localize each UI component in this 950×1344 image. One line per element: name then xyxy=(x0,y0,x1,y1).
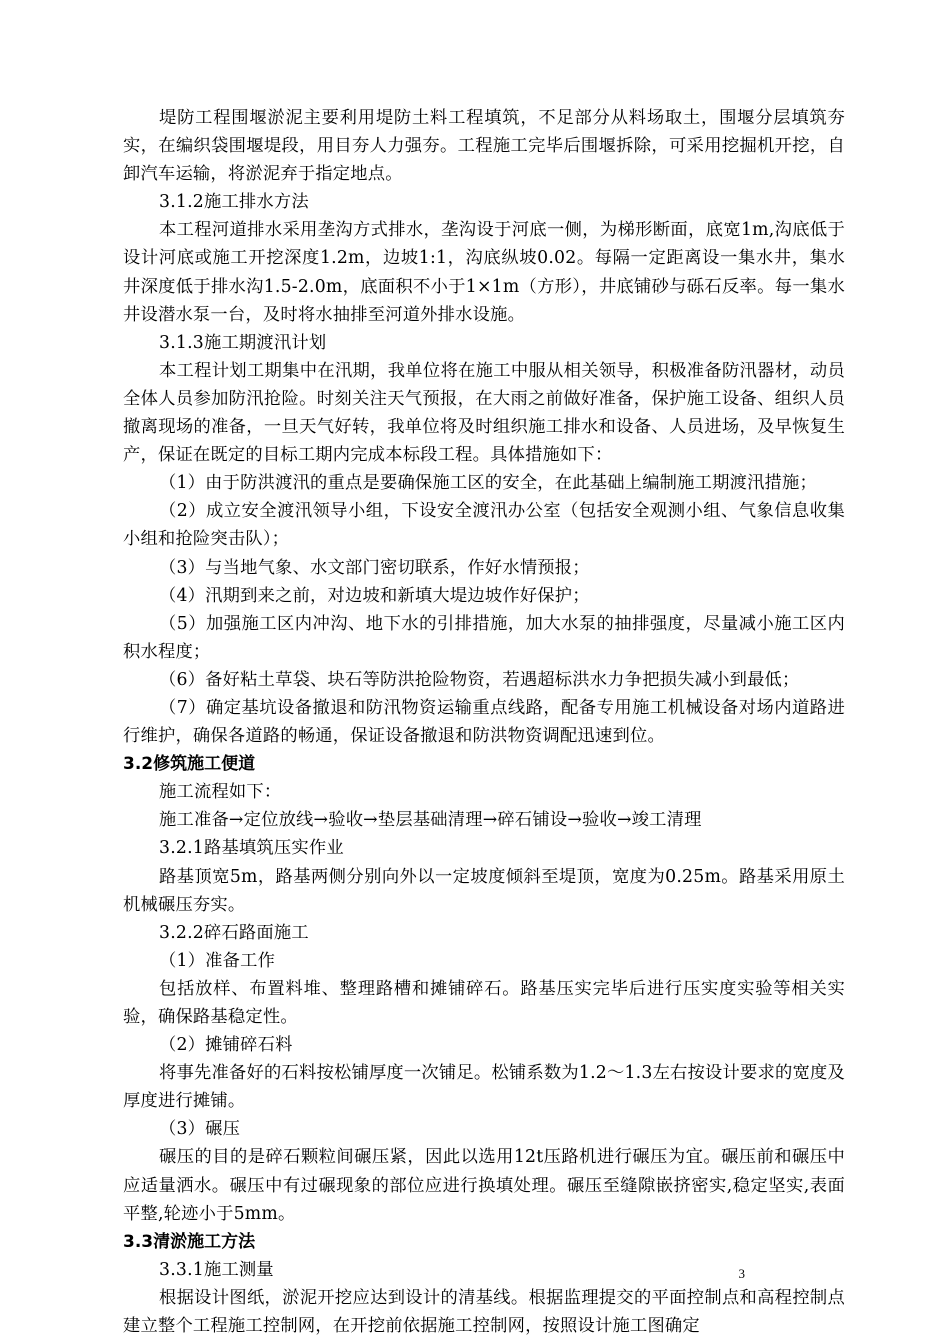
paragraph: 本工程河道排水采用垄沟方式排水，垄沟设于河底一侧，为梯形断面，底宽1m,沟底低于设计河底或施工开挖深度1.2m，边坡1:1，沟底纵坡0.02。每隔一定距离设一集水井，集水井深度低于排水沟1.5-2.0m，底面积不小于1×1m（方形），井底铺砂与砾石反率。每一集水井设潜水泵一台，及时将水抽排至河道外排水设施。 xyxy=(123,220,845,325)
paragraph: 堤防工程围堰淤泥主要利用堤防土料工程填筑，不足部分从料场取土，围堰分层填筑夯实，在编织袋围堰堤段，用目夯人力强夯。工程施工完毕后围堰拆除，可采用挖掘机开挖，自卸汽车运输，将淤泥弃于指定地点。 xyxy=(123,108,845,185)
paragraph: 包括放样、布置料堆、整理路槽和摊铺碎石。路基压实完毕后进行压实度实验等相关实验，确保路基稳定性。 xyxy=(123,978,845,1027)
subsection-heading: （2）摊铺碎石料 xyxy=(159,1035,293,1056)
document-body xyxy=(123,104,845,1340)
subsection-heading: 3.2.1路基填筑压实作业 xyxy=(159,838,344,859)
subsection-heading: 3.3.1施工测量 xyxy=(159,1259,274,1280)
page-number: 3 xyxy=(738,1266,745,1281)
list-item: （1）由于防洪渡汛的重点是要确保施工区的安全，在此基础上编制施工期渡汛措施； xyxy=(159,473,818,494)
subsection-heading: 3.2.2碎石路面施工 xyxy=(159,922,309,943)
list-item: （6）备好粘土草袋、块石等防洪抢险物资，若遇超标洪水力争把损失减小到最低； xyxy=(159,669,800,690)
paragraph: 将事先准备好的石料按松铺厚度一次铺足。松铺系数为1.2～1.3左右按设计要求的宽度及厚度进行摊铺。 xyxy=(123,1063,845,1112)
list-item: （5）加强施工区内冲沟、地下水的引排措施，加大水泵的抽排强度，尽量减小施工区内积水程度； xyxy=(123,613,845,662)
list-item: （3）与当地气象、水文部门密切联系，作好水情预报； xyxy=(159,557,590,578)
subsection-heading: 3.1.2施工排水方法 xyxy=(159,192,309,213)
paragraph: 根据设计图纸，淤泥开挖应达到设计的清基线。根据监理提交的平面控制点和高程控制点建立整个工程施工控制网，在开挖前依据施工控制网，按照设计施工图确定 xyxy=(123,1287,845,1337)
paragraph: 施工准备→定位放线→验收→垫层基础清理→碎石铺设→验收→竣工清理 xyxy=(159,810,702,831)
paragraph: 本工程计划工期集中在汛期，我单位将在施工中服从相关领导，积极准备防汛器材，动员全体人员参加防汛抢险。时刻关注天气预报，在大雨之前做好准备，保护施工设备、组织人员撤离现场的准备，一旦天气好转，我单位将及时组织施工排水和设备、人员进场，及早恢复生产，保证在既定的目标工期内完成本标段工程。具体措施如下： xyxy=(123,360,845,466)
list-item: （2）成立安全渡汛领导小组，下设安全渡汛办公室（包括安全观测小组、气象信息收集小组和抢险突击队）； xyxy=(123,501,845,550)
list-item: （4）汛期到来之前，对边坡和新填大堤边坡作好保护； xyxy=(159,585,590,606)
list-item: （7）确定基坑设备撤退和防汛物资运输重点线路，配备专用施工机械设备对场内道路进行维护，确保各道路的畅通，保证设备撤退和防洪物资调配迅速到位。 xyxy=(123,697,845,747)
paragraph: 碾压的目的是碎石颗粒间碾压紧，因此以选用12t压路机进行碾压为宜。碾压前和碾压中应适量洒水。碾压中有过碾现象的部位应进行换填处理。碾压至缝隙嵌挤密实,稳定坚实,表面平整,轮迹小于5mm。 xyxy=(123,1147,845,1224)
subsection-heading: 3.1.3施工期渡汛计划 xyxy=(159,332,327,353)
paragraph: 施工流程如下： xyxy=(159,782,282,803)
section-heading: 3.3清淤施工方法 xyxy=(123,1231,256,1252)
subsection-heading: （1）准备工作 xyxy=(159,950,276,971)
subsection-heading: （3）碾压 xyxy=(159,1119,241,1140)
section-heading: 3.2修筑施工便道 xyxy=(123,754,256,775)
paragraph: 路基顶宽5m，路基两侧分别向外以一定坡度倾斜至堤顶，宽度为0.25m。路基采用原土机械碾压夯实。 xyxy=(123,866,845,915)
